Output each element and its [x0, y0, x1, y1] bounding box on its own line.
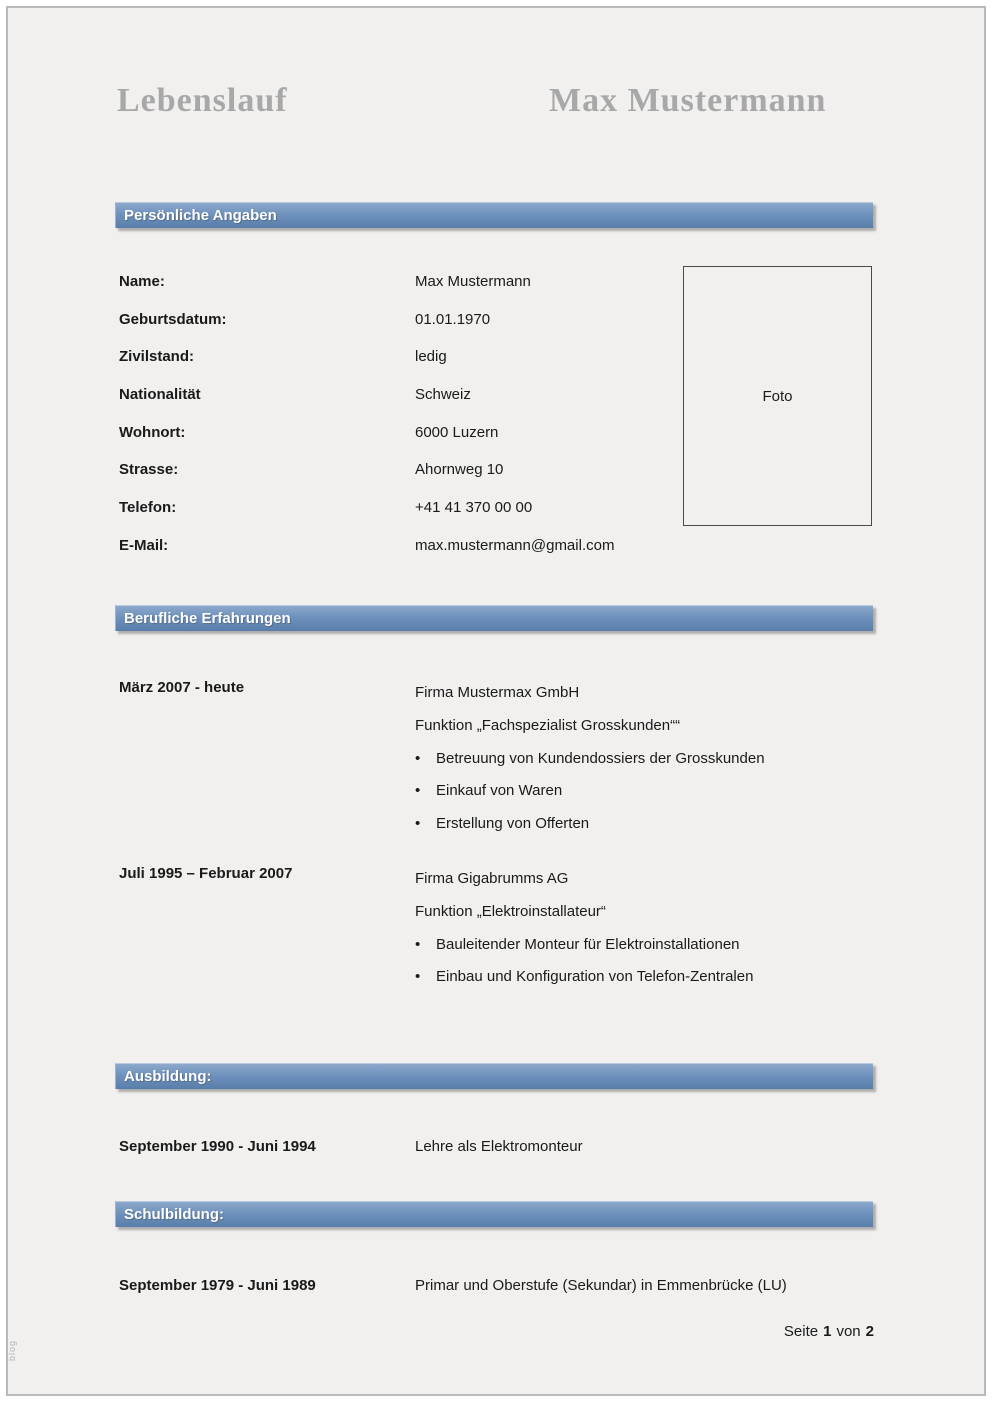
bullet-text: • Betreuung von Kundendossiers der Grosskunden	[436, 749, 765, 767]
experience-details	[415, 863, 873, 994]
field-value: Max Mustermann	[415, 273, 531, 290]
school-text: Primar und Oberstufe (Sekundar) in Emmenbrücke (LU)	[415, 1277, 787, 1294]
page-footer	[784, 1323, 874, 1340]
field-value: 01.01.1970	[415, 310, 491, 328]
experience-bullet	[415, 743, 873, 776]
field-label: Telefon:	[119, 499, 177, 517]
photo-placeholder-label: Foto	[762, 387, 793, 405]
personal-info-row	[119, 537, 675, 575]
personal-info-row	[119, 461, 675, 499]
field-label: Geburtsdatum:	[119, 310, 227, 328]
personal-info-row	[119, 348, 675, 386]
field-value: max.mustermann@gmail.com	[415, 536, 615, 554]
school-period: September 1979 - Juni 1989	[119, 1277, 316, 1294]
field-label: Name:	[119, 273, 165, 290]
personal-info-row	[119, 273, 675, 311]
education-details	[415, 1136, 873, 1158]
experience-entry	[119, 677, 873, 841]
experience-bullet	[415, 775, 873, 808]
school-entry	[119, 1275, 873, 1297]
watermark-text: blog	[7, 1340, 17, 1362]
personal-info-row	[119, 499, 675, 537]
personal-info-row	[119, 424, 675, 462]
education-entry	[119, 1136, 873, 1158]
experience-period: März 2007 - heute	[119, 679, 245, 696]
bullet-text: • Bauleitender Monteur für Elektroinstallationen	[436, 935, 740, 953]
experience-period: Juli 1995 – Februar 2007	[119, 865, 293, 882]
section-header-experience: Berufliche Erfahrungen	[115, 605, 873, 631]
personal-info-row	[119, 386, 675, 424]
experience-company: Firma Gigabrumms AG	[415, 870, 569, 887]
education-text: Lehre als Elektromonteur	[415, 1138, 583, 1155]
experience-details	[415, 677, 873, 841]
field-label: Strasse:	[119, 461, 179, 479]
field-label: Wohnort:	[119, 423, 186, 441]
education-period: September 1990 - Juni 1994	[119, 1138, 316, 1155]
section-header-school: Schulbildung:	[115, 1201, 873, 1227]
photo-placeholder-box	[683, 266, 872, 526]
field-value: Ahornweg 10	[415, 461, 504, 479]
document-author-title: Max Mustermann	[549, 82, 827, 119]
section-header-personal: Persönliche Angaben	[115, 202, 873, 228]
personal-info-row	[119, 311, 675, 349]
experience-company: Firma Mustermax GmbH	[415, 684, 580, 701]
bullet-text: • Einbau und Konfiguration von Telefon-Zentralen	[436, 968, 754, 986]
footer-of-word: von	[836, 1323, 861, 1340]
experience-function: Funktion „Fachspezialist Grosskunden““	[415, 716, 681, 734]
field-label: E-Mail:	[119, 536, 169, 554]
section-header-education: Ausbildung:	[115, 1063, 873, 1089]
experience-bullet	[415, 929, 873, 962]
field-label: Zivilstand:	[119, 348, 195, 366]
experience-function: Funktion „Elektroinstallateur“	[415, 902, 606, 920]
field-value: Schweiz	[415, 386, 471, 404]
experience-entry	[119, 863, 873, 994]
footer-page-word: Seite	[783, 1323, 819, 1340]
field-value: ledig	[415, 348, 447, 366]
experience-bullet	[415, 961, 873, 994]
experience-bullet	[415, 808, 873, 841]
bullet-text: • Erstellung von Offerten	[436, 815, 590, 833]
field-value: +41 41 370 00 00	[415, 499, 533, 517]
bullet-text: • Einkauf von Waren	[436, 782, 563, 800]
footer-page-number: 1	[823, 1323, 832, 1340]
field-value: 6000 Luzern	[415, 423, 499, 441]
field-label: Nationalität	[119, 386, 201, 404]
document-title: Lebenslauf	[117, 82, 288, 119]
school-details	[415, 1275, 873, 1297]
footer-total-pages: 2	[865, 1323, 874, 1340]
personal-info-table	[119, 273, 675, 575]
